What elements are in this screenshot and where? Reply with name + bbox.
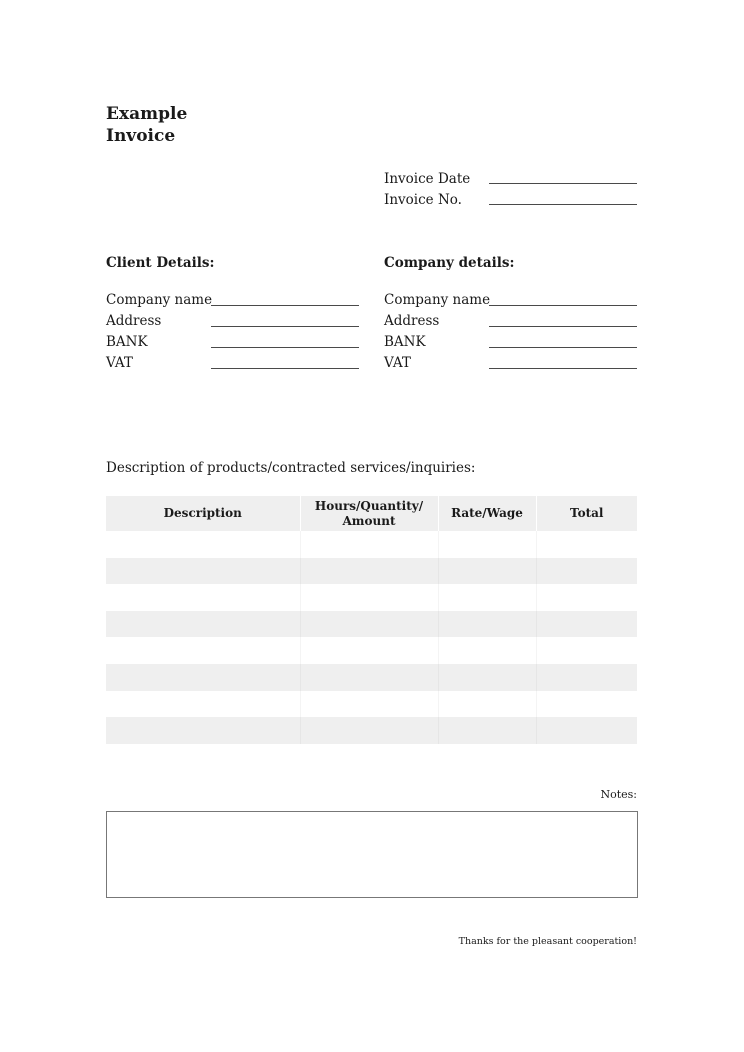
- table-row: [106, 584, 637, 611]
- cell-description[interactable]: [106, 611, 300, 638]
- table-row: [106, 664, 637, 691]
- client-bank-field[interactable]: [211, 347, 359, 348]
- thanks-footer: Thanks for the pleasant cooperation!: [458, 936, 637, 947]
- cell-rate[interactable]: [438, 664, 536, 691]
- company-bank-label: BANK: [384, 334, 426, 350]
- cell-rate[interactable]: [438, 531, 536, 558]
- cell-description[interactable]: [106, 691, 300, 718]
- invoice-number-label: Invoice No.: [384, 192, 462, 208]
- company-company-name-label: Company name: [384, 292, 491, 308]
- invoice-date-label: Invoice Date: [384, 171, 471, 187]
- client-company-name-field[interactable]: [211, 305, 359, 306]
- company-vat-label: VAT: [384, 355, 411, 371]
- items-table: [106, 496, 637, 744]
- cell-description[interactable]: [106, 664, 300, 691]
- cell-description[interactable]: [106, 717, 300, 744]
- cell-rate[interactable]: [438, 717, 536, 744]
- company-details-heading: Company details:: [384, 255, 515, 271]
- title-line-1: Example: [106, 104, 188, 124]
- cell-rate[interactable]: [438, 637, 536, 664]
- cell-description[interactable]: [106, 637, 300, 664]
- header-rate: Rate/Wage: [438, 496, 536, 531]
- cell-total[interactable]: [536, 717, 637, 744]
- cell-quantity[interactable]: [300, 691, 438, 718]
- title-line-2: Invoice: [106, 126, 176, 146]
- table-row: [106, 691, 637, 718]
- client-address-field[interactable]: [211, 326, 359, 327]
- client-company-name-label: Company name: [106, 292, 213, 308]
- items-header-row: [106, 496, 637, 531]
- table-row: [106, 717, 637, 744]
- cell-total[interactable]: [536, 558, 637, 585]
- client-address-label: Address: [106, 313, 162, 329]
- header-description: Description: [106, 496, 300, 531]
- table-row: [106, 637, 637, 664]
- company-bank-field[interactable]: [489, 347, 637, 348]
- header-total: Total: [536, 496, 637, 531]
- cell-rate[interactable]: [438, 558, 536, 585]
- items-intro: Description of products/contracted services/inquiries:: [106, 460, 476, 476]
- cell-description[interactable]: [106, 558, 300, 585]
- cell-quantity[interactable]: [300, 664, 438, 691]
- client-vat-field[interactable]: [211, 368, 359, 369]
- table-row: [106, 558, 637, 585]
- company-company-name-field[interactable]: [489, 305, 637, 306]
- invoice-title: [106, 103, 187, 147]
- cell-quantity[interactable]: [300, 584, 438, 611]
- cell-total[interactable]: [536, 637, 637, 664]
- cell-description[interactable]: [106, 584, 300, 611]
- cell-total[interactable]: [536, 664, 637, 691]
- invoice-number-field[interactable]: [489, 204, 637, 205]
- cell-total[interactable]: [536, 531, 637, 558]
- table-row: [106, 531, 637, 558]
- cell-total[interactable]: [536, 611, 637, 638]
- cell-quantity[interactable]: [300, 558, 438, 585]
- company-address-field[interactable]: [489, 326, 637, 327]
- cell-quantity[interactable]: [300, 637, 438, 664]
- cell-rate[interactable]: [438, 584, 536, 611]
- client-vat-label: VAT: [106, 355, 133, 371]
- header-quantity: Hours/Quantity/ Amount: [300, 496, 438, 531]
- notes-box[interactable]: [106, 811, 638, 898]
- cell-quantity[interactable]: [300, 531, 438, 558]
- table-row: [106, 611, 637, 638]
- cell-rate[interactable]: [438, 611, 536, 638]
- cell-description[interactable]: [106, 531, 300, 558]
- company-vat-field[interactable]: [489, 368, 637, 369]
- cell-quantity[interactable]: [300, 611, 438, 638]
- client-bank-label: BANK: [106, 334, 148, 350]
- cell-total[interactable]: [536, 584, 637, 611]
- invoice-date-field[interactable]: [489, 183, 637, 184]
- client-details-heading: Client Details:: [106, 255, 215, 271]
- notes-label: Notes:: [600, 788, 637, 801]
- cell-total[interactable]: [536, 691, 637, 718]
- cell-rate[interactable]: [438, 691, 536, 718]
- company-address-label: Address: [384, 313, 440, 329]
- cell-quantity[interactable]: [300, 717, 438, 744]
